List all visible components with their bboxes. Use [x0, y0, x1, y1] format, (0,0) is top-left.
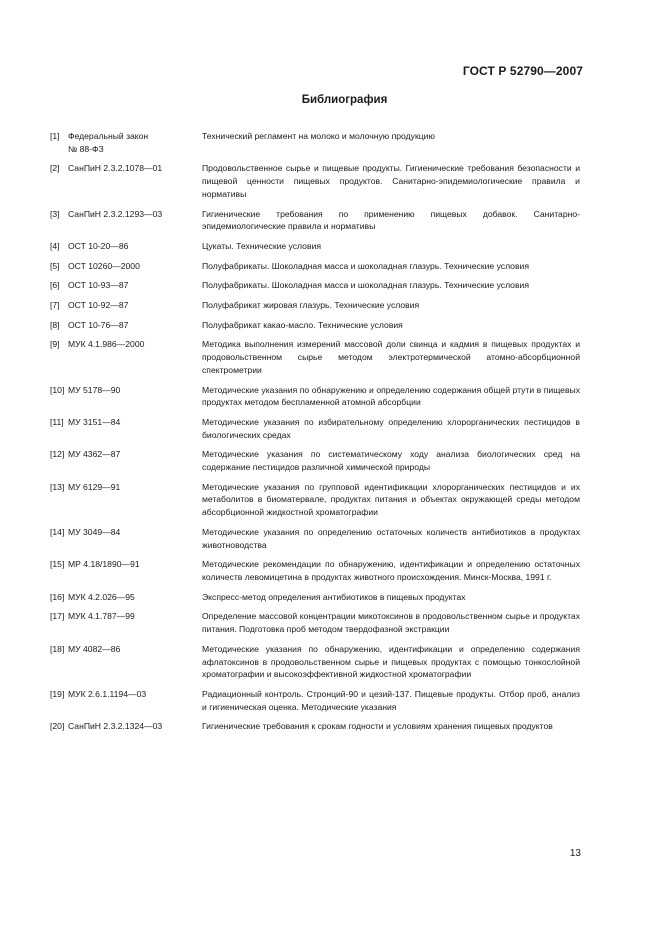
entry-title: Определение массовой концентрации микотоксинов в продовольственном сырье и продуктах питания. Подготовка проб методом твердофазной экстракции — [202, 611, 580, 635]
bibliography-list — [50, 130, 580, 740]
entry-title: Полуфабрикаты. Шоколадная масса и шоколадная глазурь. Технические условия — [202, 280, 529, 291]
entry-code-line: СанПиН 2.3.2.1293—03 — [68, 208, 163, 219]
entry-document-code — [68, 688, 202, 713]
bibliography-entry — [50, 384, 580, 409]
entry-title: Полуфабрикат жировая глазурь. Технические условия — [202, 300, 420, 311]
entry-number: [9] — [50, 339, 60, 350]
bibliography-entry — [50, 688, 580, 713]
entry-document-code — [68, 338, 202, 376]
page-number: 13 — [569, 848, 581, 859]
entry-title: Продовольственное сырье и пищевые продукты. Гигиенические требования безопасности и пищевой ценности пищевых продуктов. Санитарно-эпидемиологические правила и нормативы — [202, 163, 580, 199]
entry-title: Технический регламент на молоко и молочную продукцию — [202, 131, 435, 141]
entry-code-line: ОСТ 10-93—87 — [68, 280, 129, 291]
bibliography-entry — [50, 481, 580, 519]
bibliography-entry — [50, 162, 580, 200]
standard-code: ГОСТ Р 52790—2007 — [462, 64, 583, 78]
entry-title: Экспресс-метод определения антибиотиков в пищевых продуктах — [202, 591, 466, 602]
entry-code-line: ОСТ 10-20—86 — [68, 240, 129, 251]
entry-document-code — [68, 610, 202, 635]
entry-code-line: МУК 4.2.026—95 — [68, 591, 135, 602]
entry-code-line: МУ 3151—84 — [68, 416, 121, 427]
bibliography-entry — [50, 299, 580, 312]
entry-document-code — [68, 643, 202, 681]
entry-number: [20] — [50, 721, 65, 732]
entry-title: Методические указания по обнаружению и определению содержания общей ртути в пищевых продуктах методом беспламенной атомной абсорбции — [202, 384, 580, 408]
entry-code-line: СанПиН 2.3.2.1324—03 — [68, 721, 163, 732]
entry-number: [5] — [50, 260, 60, 271]
entry-number: [15] — [50, 559, 65, 570]
entry-document-code — [68, 481, 202, 519]
entry-title: Методические указания по определению остаточных количеств антибиотиков в продуктах животноводства — [202, 526, 580, 550]
entry-number: [6] — [50, 280, 60, 291]
entry-code-line: МУ 5178—90 — [68, 384, 121, 395]
bibliography-entry — [50, 526, 580, 551]
bibliography-entry — [50, 338, 580, 376]
entry-document-code — [68, 591, 202, 604]
entry-number: [13] — [50, 481, 65, 492]
entry-number: [8] — [50, 319, 60, 330]
page-title: Библиография — [301, 94, 388, 106]
entry-number: [11] — [50, 416, 64, 427]
entry-number: [18] — [50, 643, 65, 654]
entry-code-line: Федеральный закон — [68, 131, 149, 141]
entry-document-code — [68, 260, 202, 273]
entry-document-code — [68, 384, 202, 409]
entry-document-code — [68, 162, 202, 200]
entry-number: [19] — [50, 688, 65, 699]
entry-title: Полуфабрикат какао-масло. Технические условия — [202, 319, 403, 330]
entry-document-code — [68, 240, 202, 253]
entry-code-line: МУ 3049—84 — [68, 526, 121, 537]
entry-document-code — [68, 720, 202, 733]
entry-code-line: МУК 4.1.787—99 — [68, 611, 135, 622]
bibliography-entry — [50, 208, 580, 233]
entry-number: [14] — [50, 526, 65, 537]
entry-document-code — [68, 558, 202, 583]
entry-document-code — [68, 526, 202, 551]
entry-document-code — [68, 279, 202, 292]
bibliography-entry — [50, 720, 580, 733]
entry-code-line: МР 4.18/1890—91 — [68, 559, 140, 570]
bibliography-entry — [50, 130, 580, 155]
bibliography-entry — [50, 279, 580, 292]
bibliography-entry — [50, 610, 580, 635]
bibliography-entry — [50, 643, 580, 681]
entry-number: [12] — [50, 449, 65, 460]
entry-document-code — [68, 299, 202, 312]
entry-number: [4] — [50, 240, 60, 251]
entry-title: Методика выполнения измерений массовой доли свинца и кадмия в пищевых продуктах и продовольственном сырье методом электротермической атомно-абсорбционной спектрометрии — [202, 339, 580, 375]
entry-number: [17] — [50, 611, 65, 622]
entry-number: [2] — [50, 163, 60, 174]
bibliography-entry — [50, 416, 580, 441]
bibliography-entry — [50, 558, 580, 583]
entry-number: [1] — [50, 131, 60, 141]
entry-title: Методические указания по систематическому ходу анализа биологических сред на содержание пестицидов различной химической природы — [202, 449, 580, 473]
entry-code-line: МУК 4.1.986—2000 — [68, 339, 145, 350]
entry-code-line: МУК 2.6.1.1194—03 — [68, 688, 147, 699]
entry-code-line: МУ 6129—91 — [68, 481, 121, 492]
entry-code-line: № 88-ФЗ — [68, 143, 104, 154]
entry-code-line: ОСТ 10-92—87 — [68, 300, 129, 311]
entry-code-line: ОСТ 10260—2000 — [68, 260, 140, 271]
entry-title: Методические указания по избирательному определению хлорорганических пестицидов в биологических средах — [202, 416, 580, 440]
entry-number: [3] — [50, 208, 60, 219]
entry-number: [16] — [50, 591, 65, 602]
entry-code-line: МУ 4362—87 — [68, 449, 121, 460]
entry-title: Гигиенические требования к срокам годности и условиям хранения пищевых продуктов — [202, 721, 553, 732]
entry-title: Гигиенические требования по применению пищевых добавок. Санитарно-эпидемиологические правила и нормативы — [202, 208, 580, 232]
entry-document-code — [68, 208, 202, 233]
entry-title: Методические рекомендации по обнаружению, идентификации и определению остаточных количеств левомицетина в продуктах животного происхождения. Минск-Москва, 1991 г. — [202, 559, 580, 582]
entry-title: Полуфабрикаты. Шоколадная масса и шоколадная глазурь. Технические условия — [202, 260, 529, 271]
entry-title: Методические указания по обнаружению, идентификации и определению содержания афлатоксинов в продовольственном сырье и пищевых продуктах с помощью тонкослойной хроматографии и высокоэффективной жидкостной хроматографии — [202, 643, 580, 680]
entry-title: Цукаты. Технические условия — [202, 240, 321, 251]
entry-number: [10] — [50, 384, 65, 395]
entry-document-code — [68, 448, 202, 473]
entry-document-code — [68, 130, 202, 155]
bibliography-entry — [50, 260, 580, 273]
bibliography-entry — [50, 319, 580, 332]
entry-document-code — [68, 319, 202, 332]
entry-code-line: МУ 4082—86 — [68, 643, 121, 654]
bibliography-entry — [50, 240, 580, 253]
entry-code-line: ОСТ 10-76—87 — [68, 319, 129, 330]
entry-number: [7] — [50, 300, 60, 311]
bibliography-entry — [50, 448, 580, 473]
entry-code-line: СанПиН 2.3.2.1078—01 — [68, 163, 163, 174]
entry-title: Методические указания по групповой идентификации хлорорганических пестицидов и их метаболитов в биоматервале, продуктах питания и объектах окружающей среды методом абсорбционной жидкостной хроматографии — [202, 481, 580, 518]
entry-document-code — [68, 416, 202, 441]
bibliography-entry — [50, 591, 580, 604]
entry-title: Радиационный контроль. Стронций-90 и цезий-137. Пищевые продукты. Отбор проб, анализ и гигиеническая оценка. Методические указания — [202, 688, 580, 712]
